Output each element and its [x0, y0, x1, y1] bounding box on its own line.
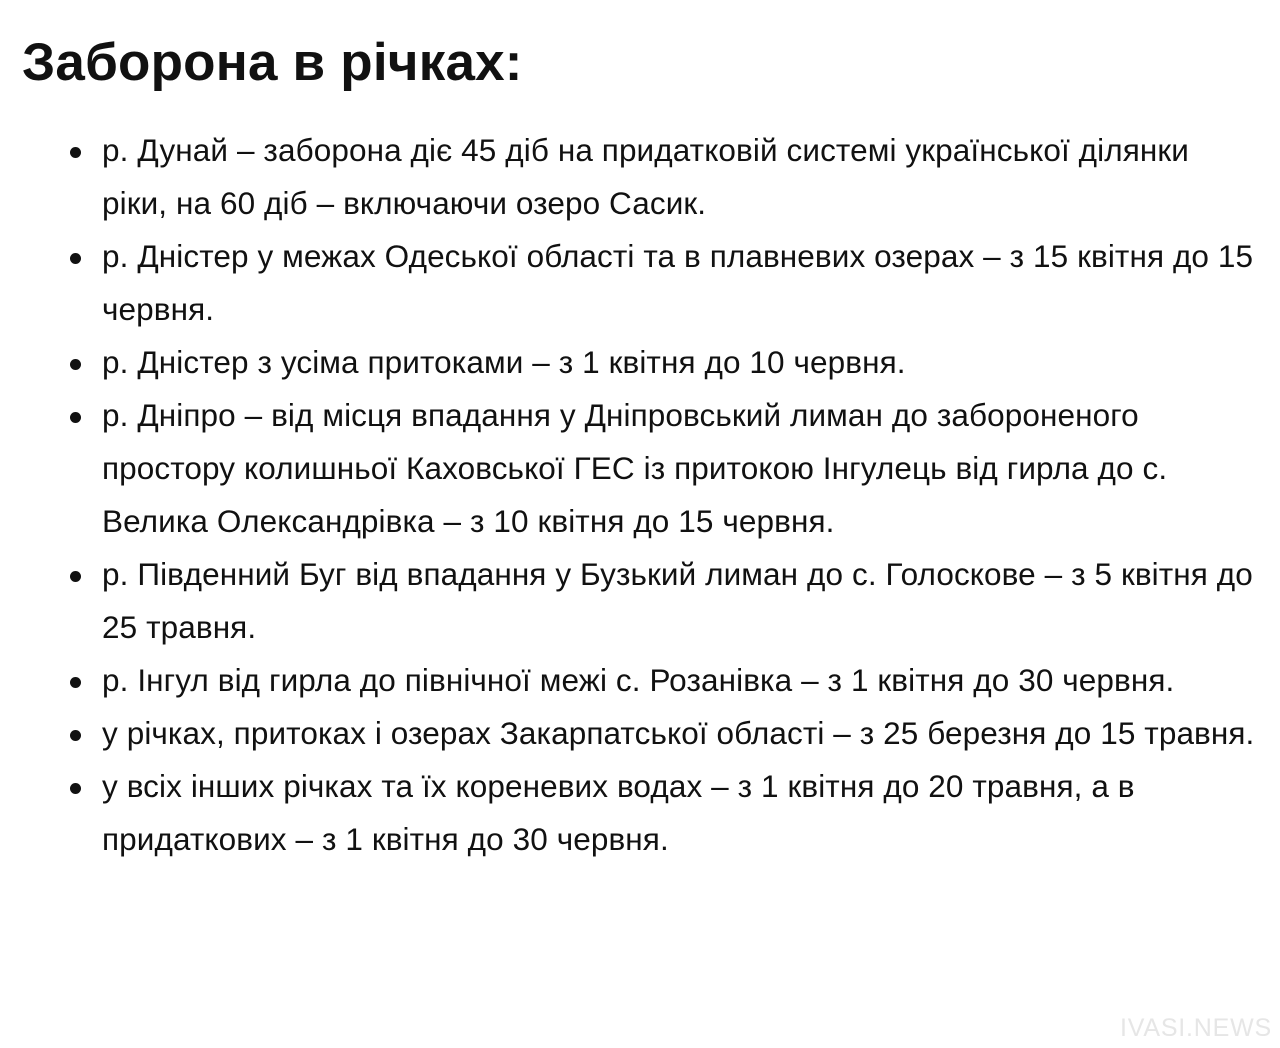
bullet-icon — [70, 783, 81, 794]
list-item-text: р. Дунай – заборона діє 45 діб на придатковій системі української ділянки ріки, на 60 діб – включаючи озеро Сасик. — [102, 132, 1189, 221]
bullet-icon — [70, 412, 81, 423]
river-ban-list — [0, 124, 1280, 866]
list-item-text: р. Південний Буг від впадання у Бузький лиман до с. Голоскове – з 5 квітня до 25 травня. — [102, 556, 1253, 645]
list-item-southern-buh — [0, 548, 1262, 654]
list-item-dniester-tributaries — [0, 336, 1262, 389]
list-item-text: р. Дністер з усіма притоками – з 1 квітня до 10 червня. — [102, 344, 906, 380]
list-item-dniester-odesa — [0, 230, 1262, 336]
bullet-icon — [70, 571, 81, 582]
bullet-icon — [70, 147, 81, 158]
list-item-danube — [0, 124, 1262, 230]
list-item-other-rivers — [0, 760, 1262, 866]
list-item-text: р. Дністер у межах Одеської області та в плавневих озерах – з 15 квітня до 15 червня. — [102, 238, 1254, 327]
list-item-text: р. Дніпро – від місця впадання у Дніпровський лиман до забороненого простору колишньої Каховської ГЕС із притокою Інгулець від гирла до с. Велика Олександрівка – з 10 квітня до 15 червня. — [102, 397, 1168, 539]
list-item-text: у всіх інших річках та їх кореневих водах – з 1 квітня до 20 травня, а в придаткових – з 1 квітня до 30 червня. — [102, 768, 1135, 857]
watermark: IVASI.NEWS — [1119, 1014, 1272, 1042]
bullet-icon — [70, 253, 81, 264]
bullet-icon — [70, 677, 81, 688]
bullet-icon — [70, 359, 81, 370]
list-item-zakarpattia — [0, 707, 1262, 760]
bullet-icon — [70, 730, 81, 741]
list-item-dnipro — [0, 389, 1262, 548]
list-item-text: у річках, притоках і озерах Закарпатської області – з 25 березня до 15 травня. — [102, 715, 1255, 751]
page-title: Заборона в річках: — [22, 33, 523, 92]
list-item-text: р. Інгул від гирла до північної межі с. Розанівка – з 1 квітня до 30 червня. — [102, 662, 1175, 698]
list-item-inhul — [0, 654, 1262, 707]
